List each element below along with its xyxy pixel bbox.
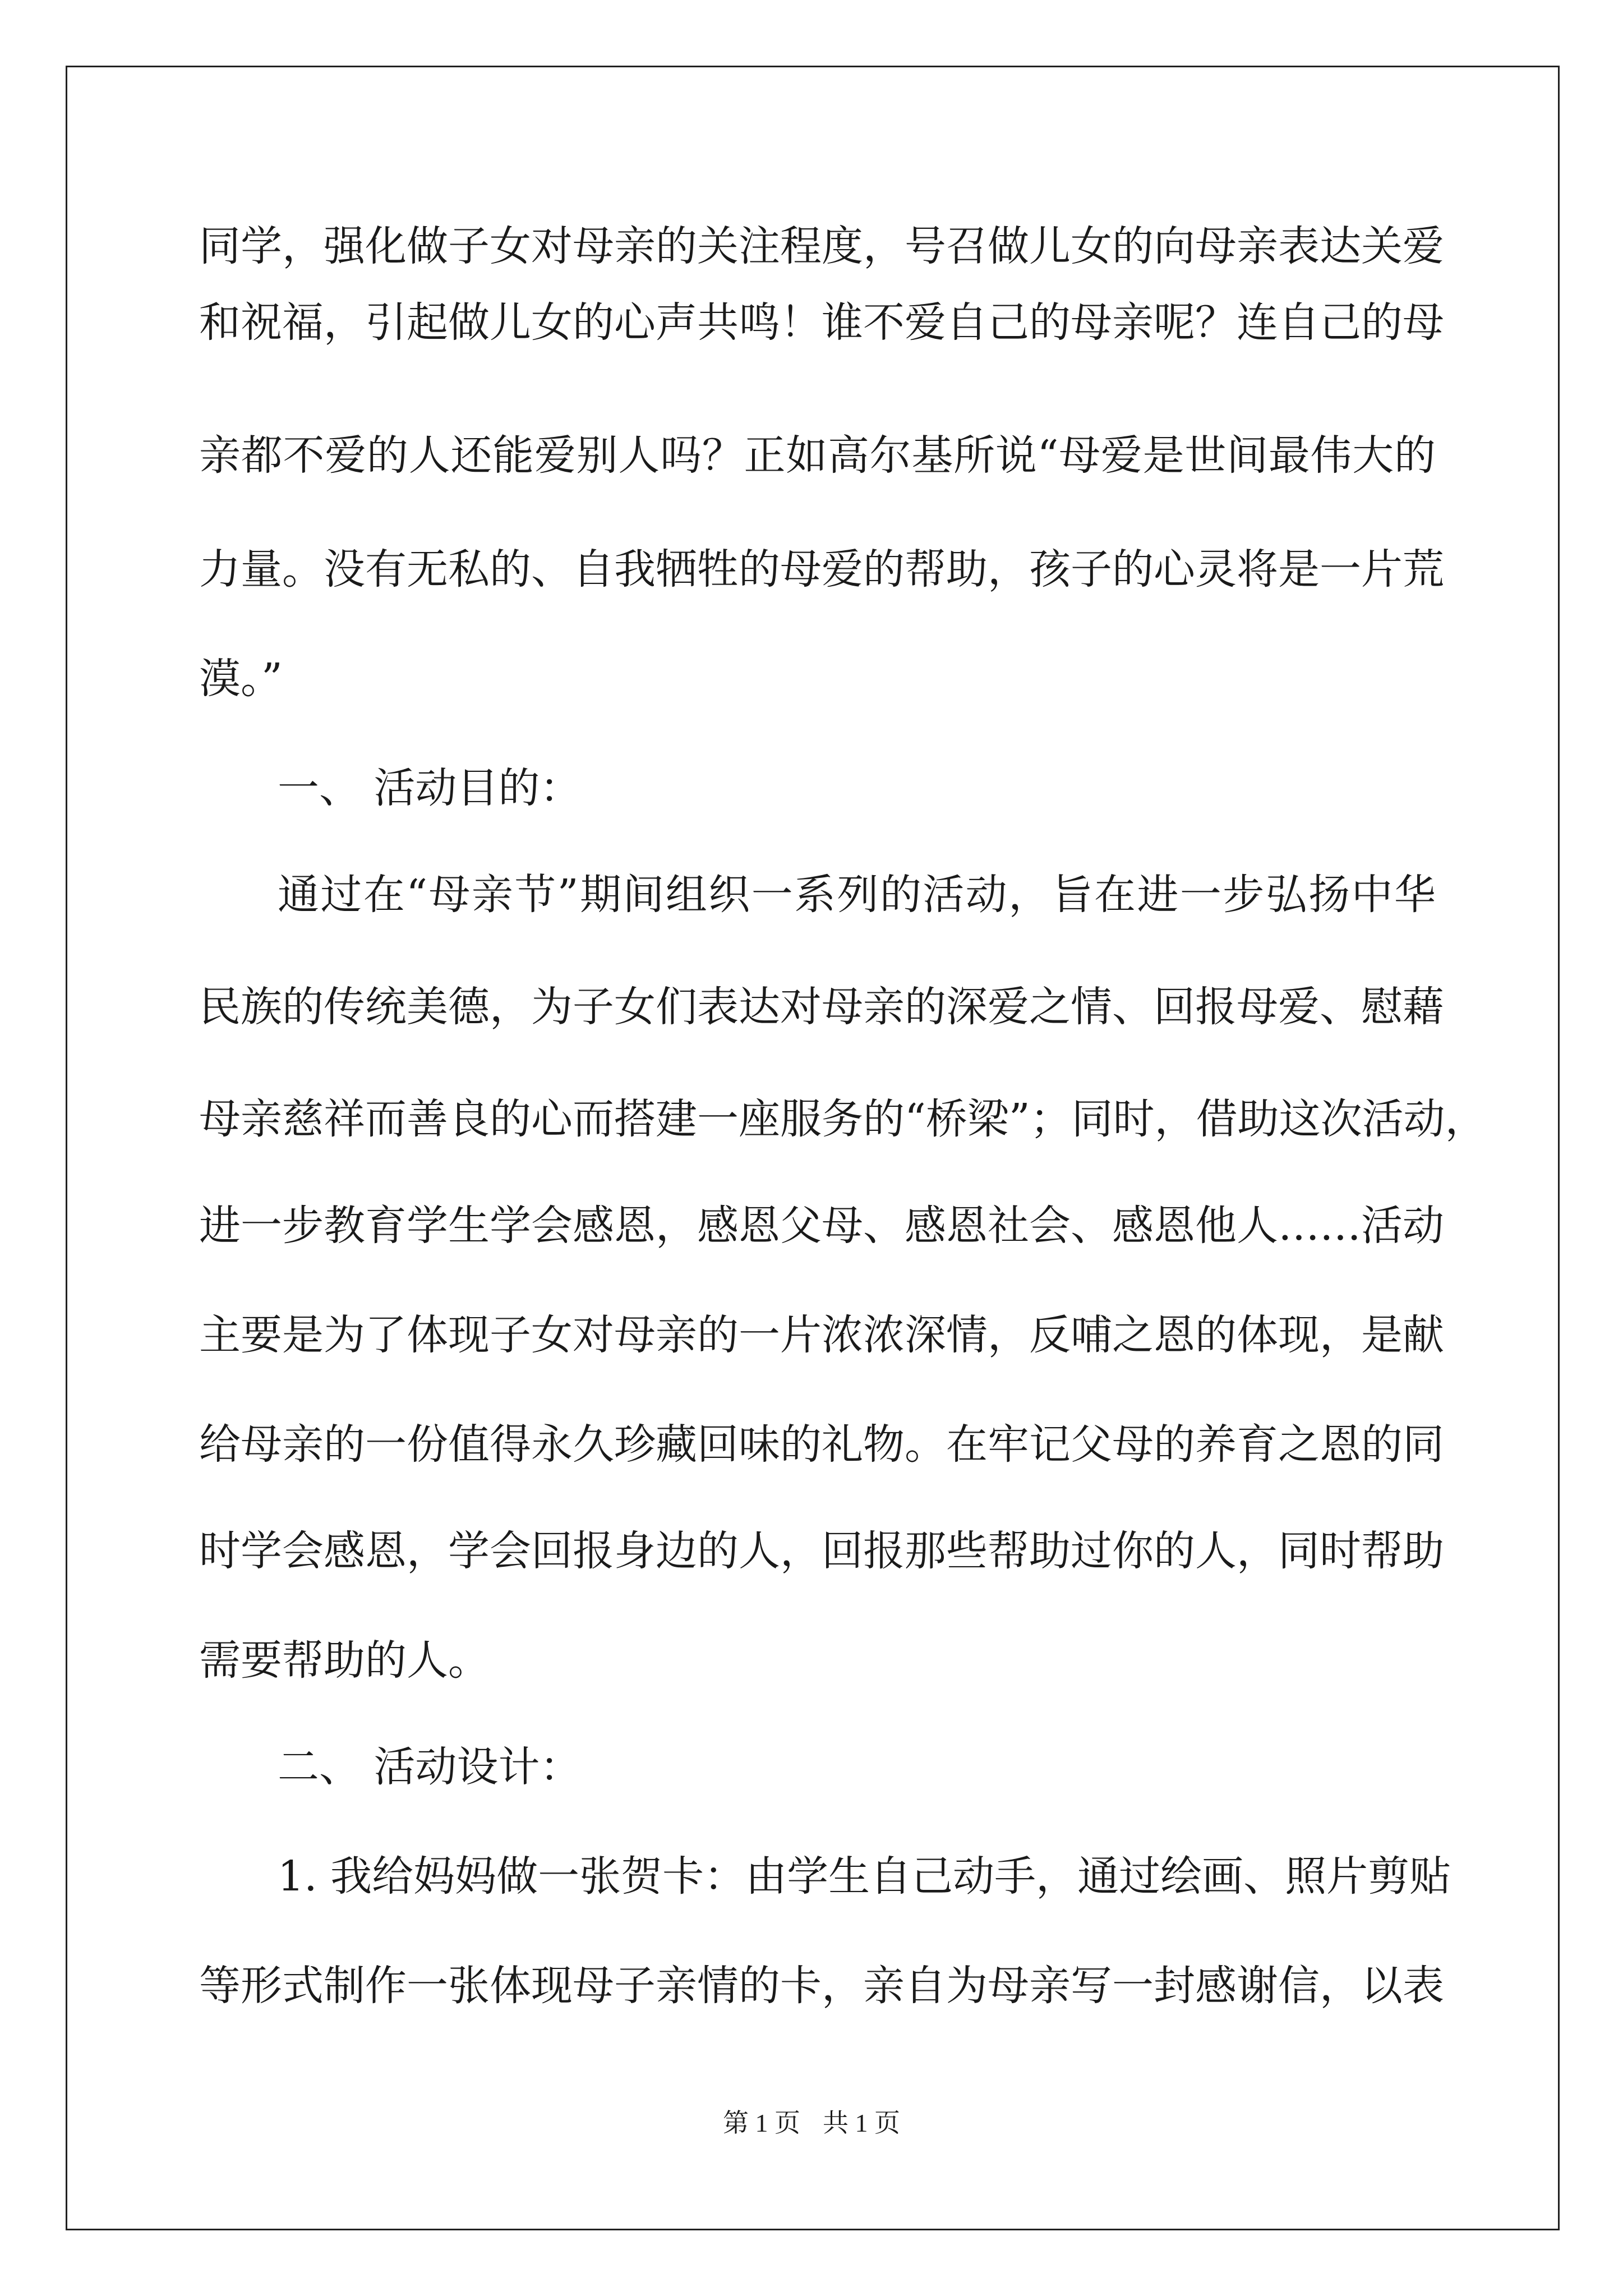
body-line-5: 漠。”: [199, 655, 283, 703]
body-line-17: 等形式制作一张体现母子亲情的卡，亲自为母亲写一封感谢信，以表: [199, 1962, 1444, 2010]
body-line-2: 和祝福，引起做儿女的心声共鸣！谁不爱自己的母亲呢？连自己的母: [199, 298, 1444, 347]
body-line-7: 通过在“母亲节”期间组织一系列的活动，旨在进一步弘扬中华: [278, 871, 1436, 919]
body-line-14: 需要帮助的人。: [199, 1636, 490, 1685]
body-line-4: 力量。没有无私的、自我牺牲的母爱的帮助，孩子的心灵将是一片荒: [199, 545, 1444, 593]
body-line-16: 1. 我给妈妈做一张贺卡：由学生自己动手，通过绘画、照片剪贴: [278, 1852, 1451, 1901]
body-line-3: 亲都不爱的人还能爱别人吗？正如高尔基所说“母爱是世间最伟大的: [199, 431, 1436, 480]
body-line-11: 主要是为了体现子女对母亲的一片浓浓深情，反哺之恩的体现，是献: [199, 1311, 1444, 1359]
page-number: 第 1 页: [723, 2109, 800, 2137]
body-line-12: 给母亲的一份值得永久珍藏回味的礼物。在牢记父母的养育之恩的同: [199, 1420, 1444, 1469]
body-line-8: 民族的传统美德，为子女们表达对母亲的深爱之情、回报母爱、慰藉: [199, 983, 1444, 1031]
section-heading-design: 二、 活动设计：: [278, 1743, 582, 1791]
section-heading-purpose: 一、 活动目的：: [278, 764, 582, 812]
body-line-9: 母亲慈祥而善良的心而搭建一座服务的“桥梁”；同时，借助这次活动，: [199, 1095, 1487, 1143]
body-line-10: 进一步教育学生学会感恩，感恩父母、感恩社会、感恩他人……活动: [199, 1202, 1444, 1250]
page-border: [66, 66, 1560, 2230]
page-footer: [0, 2106, 1623, 2140]
body-line-1: 同学，强化做子女对母亲的关注程度，号召做儿女的向母亲表达关爱: [199, 222, 1444, 270]
page-total: 共 1 页: [823, 2109, 900, 2137]
body-line-13: 时学会感恩，学会回报身边的人，回报那些帮助过你的人，同时帮助: [199, 1527, 1444, 1575]
